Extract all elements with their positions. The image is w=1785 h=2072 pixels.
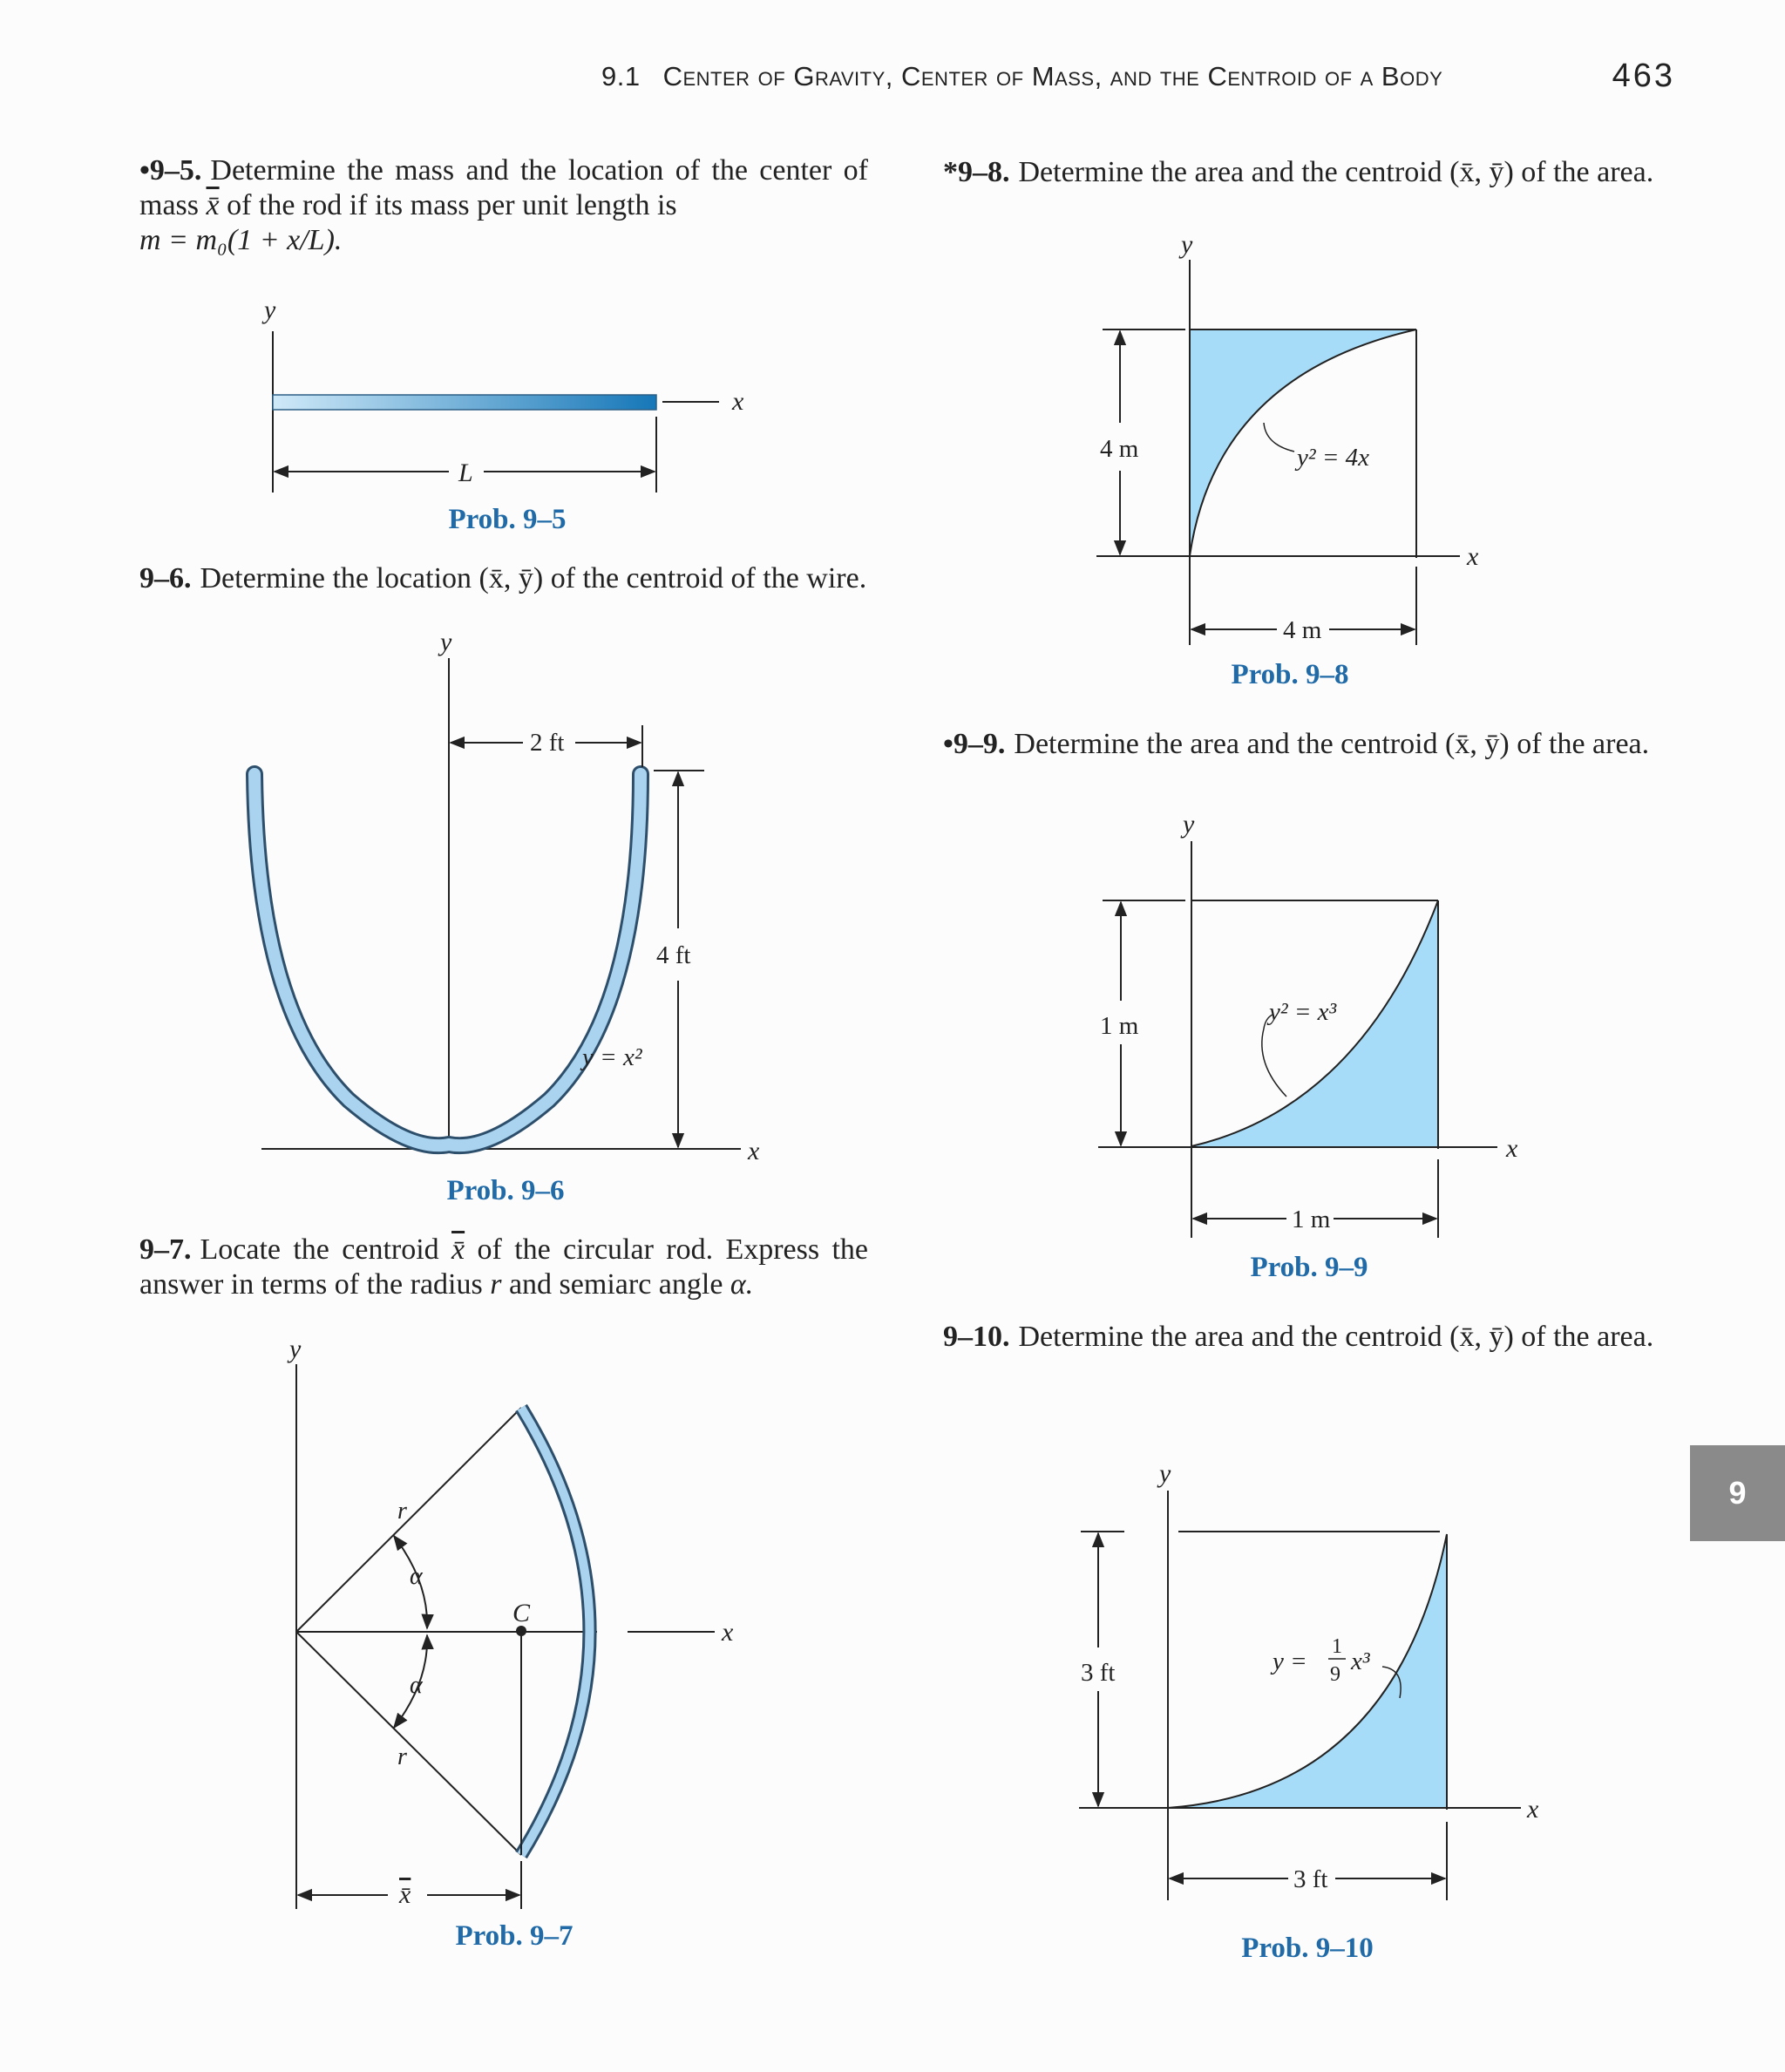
caption-9-8: Prob. 9–8 — [1231, 659, 1349, 690]
section-title: Center of Gravity, Center of Mass, and the Centroid of a Body — [662, 61, 1443, 92]
problem-text-2: of the circular rod. Express the answer in terms of the radius — [139, 1233, 869, 1301]
problem-text: Determine the area and the centroid (x̄, ȳ) of the area. — [1018, 1321, 1654, 1353]
alpha-label-upper: α — [410, 1563, 423, 1590]
var-xbar: x̄ — [206, 189, 220, 221]
y-axis-label: y — [1183, 810, 1195, 839]
xbar-label: x̄ — [399, 1880, 411, 1909]
width-label: 3 ft — [1293, 1865, 1328, 1893]
curve-label: y² = 4x — [1297, 444, 1370, 472]
page-number: 463 — [1612, 58, 1675, 94]
x-axis-label: x — [1506, 1134, 1518, 1163]
problem-text: Locate the centroid — [200, 1233, 439, 1266]
var-alpha: α. — [730, 1268, 754, 1301]
height-label: 4 ft — [656, 941, 691, 969]
var-r: r — [490, 1268, 502, 1301]
width-label: 2 ft — [530, 729, 565, 757]
x-axis-label: x — [1467, 542, 1479, 571]
y-axis-label: y — [440, 628, 452, 656]
problem-text: Determine the area and the centroid (x̄, ȳ) of the area. — [1014, 728, 1650, 760]
x-axis-label: x — [748, 1137, 760, 1165]
caption-9-9: Prob. 9–9 — [1250, 1252, 1368, 1283]
problem-text-2: of the rod if its mass per unit length is — [227, 189, 677, 221]
y-axis-label: y — [264, 296, 276, 324]
alpha-label-lower: α — [410, 1672, 423, 1699]
chapter-tab: 9 — [1690, 1445, 1785, 1541]
curve-label-rhs: x³ — [1351, 1647, 1370, 1675]
problem-text: Determine the area and the centroid (x̄, ȳ) of the area. — [1018, 156, 1654, 188]
radius-label-upper: r — [397, 1498, 407, 1525]
caption-9-5: Prob. 9–5 — [448, 504, 567, 535]
curve-label-lhs: y = — [1273, 1647, 1307, 1675]
height-label: 4 m — [1100, 435, 1139, 463]
width-label: 4 m — [1283, 616, 1322, 644]
problem-number: 9–10. — [943, 1321, 1010, 1353]
curve-label: y² = x³ — [1269, 998, 1337, 1026]
length-label: L — [458, 459, 473, 487]
radius-label-lower: r — [397, 1743, 407, 1770]
caption-9-10: Prob. 9–10 — [1241, 1933, 1374, 1964]
caption-9-6: Prob. 9–6 — [446, 1175, 565, 1206]
width-label: 1 m — [1292, 1206, 1331, 1233]
curve-label: y = x² — [582, 1043, 642, 1071]
height-label: 3 ft — [1081, 1659, 1116, 1687]
x-axis-label: x — [1527, 1795, 1539, 1824]
problem-text-3: and semiarc angle — [508, 1268, 723, 1301]
curve-label-den: 9 — [1330, 1663, 1340, 1686]
section-number: 9.1 — [601, 61, 641, 92]
x-axis-label: x — [722, 1618, 734, 1647]
curve-label-num: 1 — [1332, 1635, 1342, 1658]
x-axis-label: x — [732, 387, 744, 416]
caption-9-7: Prob. 9–7 — [455, 1920, 574, 1952]
formula: m = m₀(1 + x/L). — [139, 224, 343, 256]
y-axis-label: y — [289, 1335, 302, 1363]
y-axis-label: y — [1159, 1459, 1171, 1488]
y-axis-label: y — [1181, 230, 1193, 259]
problem-text: Determine the location (x̄, ȳ) of the centroid of the wire. — [200, 562, 867, 594]
problem-number: 9–6. — [139, 562, 192, 594]
centroid-label: C — [512, 1599, 531, 1627]
problem-text: Determine the mass and the location of the center of mass — [139, 154, 868, 221]
var-xbar: x̄ — [451, 1233, 465, 1266]
problem-number: *9–8. — [943, 156, 1010, 188]
problem-number: 9–7. — [139, 1233, 192, 1266]
problem-number: •9–5. — [139, 154, 202, 187]
problem-number: •9–9. — [943, 728, 1006, 760]
height-label: 1 m — [1100, 1012, 1139, 1040]
